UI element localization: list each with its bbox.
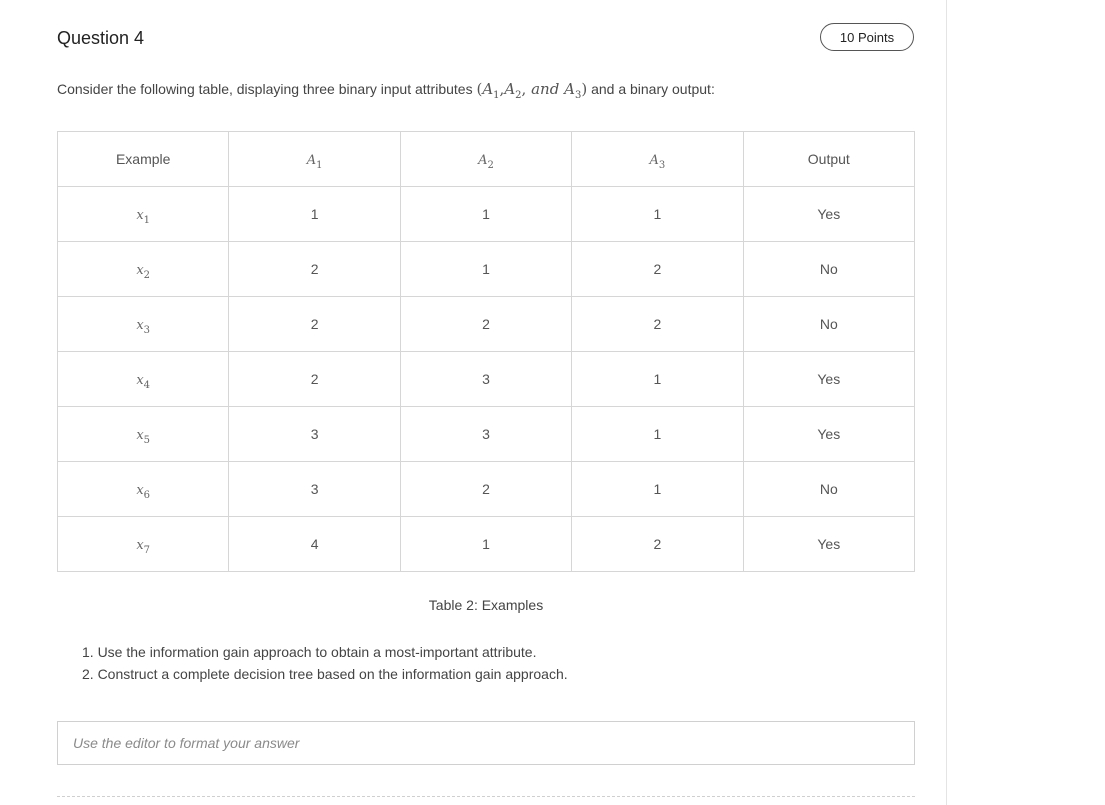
example-cell: $x_7$ [58, 517, 229, 572]
sidebar-divider [946, 0, 947, 805]
output-cell: Yes [743, 187, 914, 242]
example-cell: $x_5$ [58, 407, 229, 462]
section-divider [57, 796, 915, 797]
a2-cell: 2 [400, 462, 571, 517]
a2-cell: 2 [400, 297, 571, 352]
a3-cell: 1 [572, 187, 743, 242]
table-row [58, 297, 915, 352]
output-cell: No [743, 242, 914, 297]
attributes-math: ($A_1,A_2$, and $A_3$) [476, 80, 588, 101]
a3-cell: 2 [572, 297, 743, 352]
a1-cell: 3 [229, 407, 400, 462]
table-row [58, 407, 915, 462]
a3-cell: 1 [572, 352, 743, 407]
points-badge: 10 Points [820, 23, 914, 51]
example-cell: $x_6$ [58, 462, 229, 517]
task-item: 2. Construct a complete decision tree based on the information gain approach. [82, 666, 568, 682]
table-row [58, 352, 915, 407]
example-cell: $x_1$ [58, 187, 229, 242]
a3-cell: 1 [572, 407, 743, 462]
header-a3: $A_3$ [572, 132, 743, 187]
a2-cell: 1 [400, 517, 571, 572]
example-cell: $x_2$ [58, 242, 229, 297]
table-row [58, 462, 915, 517]
a1-cell: 3 [229, 462, 400, 517]
a2-cell: 3 [400, 352, 571, 407]
a1-cell: 2 [229, 352, 400, 407]
output-cell: No [743, 297, 914, 352]
a2-cell: 3 [400, 407, 571, 462]
examples-table [57, 131, 915, 572]
a1-cell: 4 [229, 517, 400, 572]
intro-text-before: Consider the following table, displaying three binary input attributes [57, 81, 473, 97]
a2-cell: 1 [400, 242, 571, 297]
a1-cell: 2 [229, 242, 400, 297]
a3-cell: 2 [572, 242, 743, 297]
example-cell: $x_4$ [58, 352, 229, 407]
a3-cell: 2 [572, 517, 743, 572]
example-cell: $x_3$ [58, 297, 229, 352]
header-output: Output [743, 132, 914, 187]
intro-text-after: and a binary output: [591, 81, 715, 97]
output-cell: Yes [743, 407, 914, 462]
output-cell: No [743, 462, 914, 517]
a1-cell: 2 [229, 297, 400, 352]
header-a2: $A_2$ [400, 132, 571, 187]
output-cell: Yes [743, 517, 914, 572]
a1-cell: 1 [229, 187, 400, 242]
a3-cell: 1 [572, 462, 743, 517]
table-caption: Table 2: Examples [428, 597, 544, 613]
task-list [82, 641, 568, 685]
table-row [58, 517, 915, 572]
answer-editor[interactable] [57, 721, 915, 765]
table-row [58, 242, 915, 297]
task-item: 1. Use the information gain approach to obtain a most-important attribute. [82, 644, 537, 660]
answer-placeholder: Use the editor to format your answer [73, 735, 300, 751]
header-example: Example [58, 132, 229, 187]
table-row [58, 187, 915, 242]
output-cell: Yes [743, 352, 914, 407]
table-header-row [58, 132, 915, 187]
question-title: Question 4 [57, 28, 145, 48]
a2-cell: 1 [400, 187, 571, 242]
question-intro [57, 80, 715, 101]
header-a1: $A_1$ [229, 132, 400, 187]
